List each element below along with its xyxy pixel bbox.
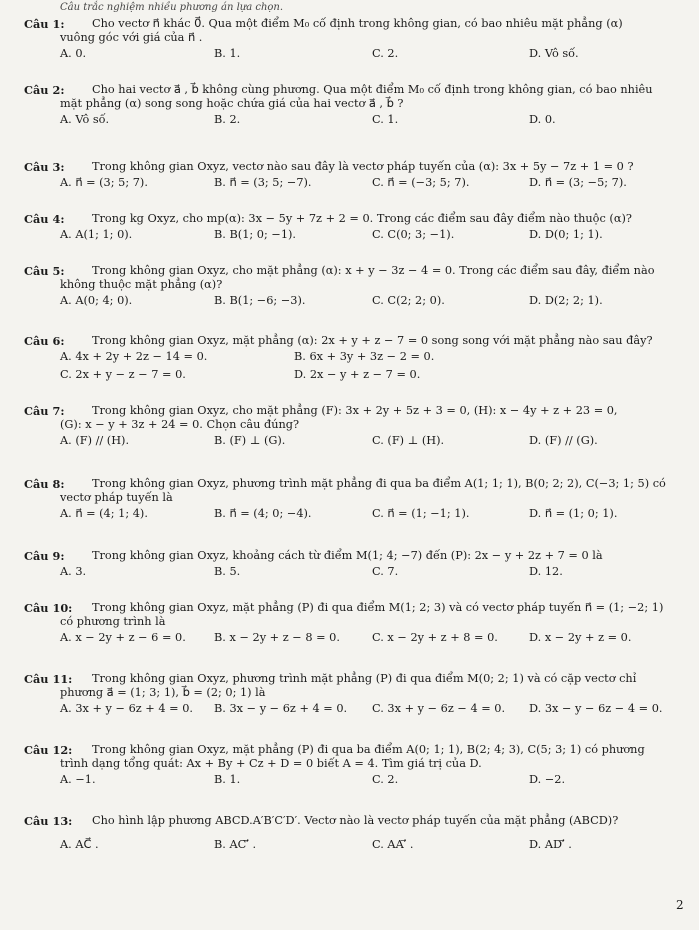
- question-text: (G): x − y + 3z + 24 = 0. Chọn câu đúng?: [60, 418, 300, 431]
- option-a[interactable]: A. n⃗ = (3; 5; 7).: [60, 176, 148, 189]
- question-13: [24, 814, 684, 854]
- option-d[interactable]: D. 2x − y + z − 7 = 0.: [294, 368, 421, 381]
- option-d[interactable]: D. AD′⃗ .: [529, 838, 572, 851]
- option-c[interactable]: C. 3x + y − 6z − 4 = 0.: [372, 702, 506, 715]
- question-number: Câu 8:: [24, 477, 65, 491]
- section-header: Câu trắc nghiệm nhiều phương án lựa chọn.: [60, 2, 284, 13]
- option-a[interactable]: A. 4x + 2y + 2z − 14 = 0.: [60, 350, 208, 363]
- question-number: Câu 5:: [24, 264, 65, 278]
- options: [24, 838, 684, 854]
- option-d[interactable]: D. 12.: [529, 565, 563, 578]
- option-a[interactable]: A. A(0; 4; 0).: [60, 294, 133, 307]
- question-number: Câu 4:: [24, 212, 65, 226]
- options: [24, 773, 684, 789]
- options: [24, 294, 684, 310]
- question-text: Trong kg Oxyz, cho mp(α): 3x − 5y + 7z + 2 = 0. Trong các điểm sau đây điểm nào thuộc (α)?: [92, 212, 632, 225]
- option-b[interactable]: B. 2.: [214, 113, 241, 126]
- option-b[interactable]: B. (F) ⊥ (G).: [214, 434, 286, 447]
- question-number: Câu 3:: [24, 160, 65, 174]
- question-text: Trong không gian Oxyz, phương trình mặt phẳng (P) đi qua điểm M(0; 2; 1) và có cặp vectơ chỉ: [92, 672, 637, 685]
- question-2: [24, 83, 684, 129]
- question-number: Câu 1:: [24, 17, 65, 31]
- option-d[interactable]: D. 3x − y − 6z − 4 = 0.: [529, 702, 663, 715]
- option-c[interactable]: C. n⃗ = (−3; 5; 7).: [372, 176, 470, 189]
- option-d[interactable]: D. (F) // (G).: [529, 434, 598, 447]
- option-b[interactable]: B. n⃗ = (4; 0; −4).: [214, 507, 312, 520]
- option-c[interactable]: C. (F) ⊥ (H).: [372, 434, 445, 447]
- question-12: [24, 743, 684, 789]
- question-text: Trong không gian Oxyz, mặt phẳng (P) đi qua ba điểm A(0; 1; 1), B(2; 4; 3), C(5; 3; 1) có phương: [92, 743, 645, 756]
- option-d[interactable]: D. n⃗ = (3; −5; 7).: [529, 176, 627, 189]
- question-number: Câu 12:: [24, 743, 73, 757]
- option-c[interactable]: C. 2.: [372, 47, 399, 60]
- question-8: [24, 477, 684, 523]
- question-text: Trong không gian Oxyz, cho mặt phẳng (F): 3x + 2y + 5z + 3 = 0, (H): x − 4y + z + 23 = 0,: [92, 404, 618, 417]
- question-text: mặt phẳng (α) song song hoặc chứa giá của hai vectơ a⃗ , b⃗ ?: [60, 97, 404, 110]
- option-a[interactable]: A. Vô số.: [60, 113, 110, 126]
- option-d[interactable]: D. n⃗ = (1; 0; 1).: [529, 507, 618, 520]
- question-number: Câu 11:: [24, 672, 73, 686]
- question-5: [24, 264, 684, 310]
- option-a[interactable]: A. n⃗ = (4; 1; 4).: [60, 507, 148, 520]
- question-text: Trong không gian Oxyz, phương trình mặt phẳng đi qua ba điểm A(1; 1; 1), B(0; 2; 2), C(−3; 1; 5) có: [92, 477, 666, 490]
- question-7: [24, 404, 684, 450]
- question-text: vuông góc với giá của n⃗ .: [60, 31, 203, 44]
- question-number: Câu 7:: [24, 404, 65, 418]
- option-d[interactable]: D. Vô số.: [529, 47, 579, 60]
- question-number: Câu 6:: [24, 334, 65, 348]
- option-d[interactable]: D. 0.: [529, 113, 556, 126]
- option-b[interactable]: B. 6x + 3y + 3z − 2 = 0.: [294, 350, 435, 363]
- option-c[interactable]: C. 2.: [372, 773, 399, 786]
- question-text: Cho hai vectơ a⃗ , b⃗ không cùng phương. Qua một điểm M₀ cố định trong không gian, có bao nhiêu: [92, 83, 653, 96]
- question-4: [24, 212, 684, 244]
- option-a[interactable]: A. 3.: [60, 565, 87, 578]
- question-number: Câu 13:: [24, 814, 73, 828]
- option-b[interactable]: B. n⃗ = (3; 5; −7).: [214, 176, 312, 189]
- option-c[interactable]: C. AA′⃗ .: [372, 838, 414, 851]
- option-d[interactable]: D. D(0; 1; 1).: [529, 228, 603, 241]
- options: [24, 631, 684, 647]
- options: [24, 176, 684, 192]
- options: [24, 434, 684, 450]
- option-a[interactable]: A. (F) // (H).: [60, 434, 130, 447]
- question-number: Câu 2:: [24, 83, 65, 97]
- question-text: có phương trình là: [60, 615, 166, 628]
- question-text: Trong không gian Oxyz, khoảng cách từ điểm M(1; 4; −7) đến (P): 2x − y + 2z + 7 = 0 là: [92, 549, 603, 562]
- question-9: [24, 549, 684, 581]
- question-6: [24, 334, 684, 384]
- options-row-2: [24, 368, 684, 384]
- option-a[interactable]: A. x − 2y + z − 6 = 0.: [60, 631, 186, 644]
- options: [24, 113, 684, 129]
- option-b[interactable]: B. B(1; 0; −1).: [214, 228, 297, 241]
- option-c[interactable]: C. C(2; 2; 0).: [372, 294, 445, 307]
- question-number: Câu 9:: [24, 549, 65, 563]
- option-c[interactable]: C. n⃗ = (1; −1; 1).: [372, 507, 470, 520]
- question-text: Trong không gian Oxyz, mặt phẳng (P) đi qua điểm M(1; 2; 3) và có vectơ pháp tuyến n⃗ = (1; −2; 1): [92, 601, 664, 614]
- option-b[interactable]: B. 3x − y − 6z + 4 = 0.: [214, 702, 348, 715]
- options: [24, 47, 684, 63]
- option-b[interactable]: B. 1.: [214, 773, 241, 786]
- option-c[interactable]: C. 7.: [372, 565, 399, 578]
- options-row-1: [24, 350, 684, 366]
- options: [24, 507, 684, 523]
- question-11: [24, 672, 684, 718]
- question-text: phương a⃗ = (1; 3; 1), b⃗ = (2; 0; 1) là: [60, 686, 266, 699]
- options: [24, 702, 684, 718]
- option-a[interactable]: A. AC⃗ .: [60, 838, 99, 851]
- option-d[interactable]: D. −2.: [529, 773, 566, 786]
- option-b[interactable]: B. 5.: [214, 565, 241, 578]
- question-text: vectơ pháp tuyến là: [60, 491, 173, 504]
- question-3: [24, 160, 684, 192]
- question-1: [24, 17, 684, 63]
- option-c[interactable]: C. 1.: [372, 113, 399, 126]
- page-number: 2: [676, 898, 684, 912]
- question-text: Cho hình lập phương ABCD.A′B′C′D′. Vectơ nào là vectơ pháp tuyến của mặt phẳng (ABCD)?: [92, 814, 619, 827]
- question-text: Cho vectơ n⃗ khác 0⃗. Qua một điểm M₀ cố định trong không gian, có bao nhiêu mặt phẳng (α): [92, 17, 623, 30]
- option-c[interactable]: C. C(0; 3; −1).: [372, 228, 455, 241]
- option-b[interactable]: B. B(1; −6; −3).: [214, 294, 306, 307]
- question-text: Trong không gian Oxyz, mặt phẳng (α): 2x + y + z − 7 = 0 song song với mặt phẳng nào sau đây?: [92, 334, 653, 347]
- option-b[interactable]: B. AC′⃗ .: [214, 838, 257, 851]
- options: [24, 228, 684, 244]
- question-text: Trong không gian Oxyz, cho mặt phẳng (α): x + y − 3z − 4 = 0. Trong các điểm sau đây, điểm nào: [92, 264, 655, 277]
- option-a[interactable]: A. A(1; 1; 0).: [60, 228, 133, 241]
- question-number: Câu 10:: [24, 601, 73, 615]
- options: [24, 565, 684, 581]
- question-10: [24, 601, 684, 647]
- option-a[interactable]: A. −1.: [60, 773, 96, 786]
- option-d[interactable]: D. x − 2y + z = 0.: [529, 631, 632, 644]
- option-c[interactable]: C. x − 2y + z + 8 = 0.: [372, 631, 498, 644]
- option-b[interactable]: B. x − 2y + z − 8 = 0.: [214, 631, 340, 644]
- option-b[interactable]: B. 1.: [214, 47, 241, 60]
- option-a[interactable]: A. 3x + y − 6z + 4 = 0.: [60, 702, 193, 715]
- option-a[interactable]: A. 0.: [60, 47, 87, 60]
- option-c[interactable]: C. 2x + y − z − 7 = 0.: [60, 368, 186, 381]
- question-text: trình dạng tổng quát: Ax + By + Cz + D = 0 biết A = 4. Tìm giá trị của D.: [60, 757, 482, 770]
- question-text: không thuộc mặt phẳng (α)?: [60, 278, 223, 291]
- option-d[interactable]: D. D(2; 2; 1).: [529, 294, 603, 307]
- question-text: Trong không gian Oxyz, vectơ nào sau đây là vectơ pháp tuyến của (α): 3x + 5y − 7z + 1 = 0 ?: [92, 160, 634, 173]
